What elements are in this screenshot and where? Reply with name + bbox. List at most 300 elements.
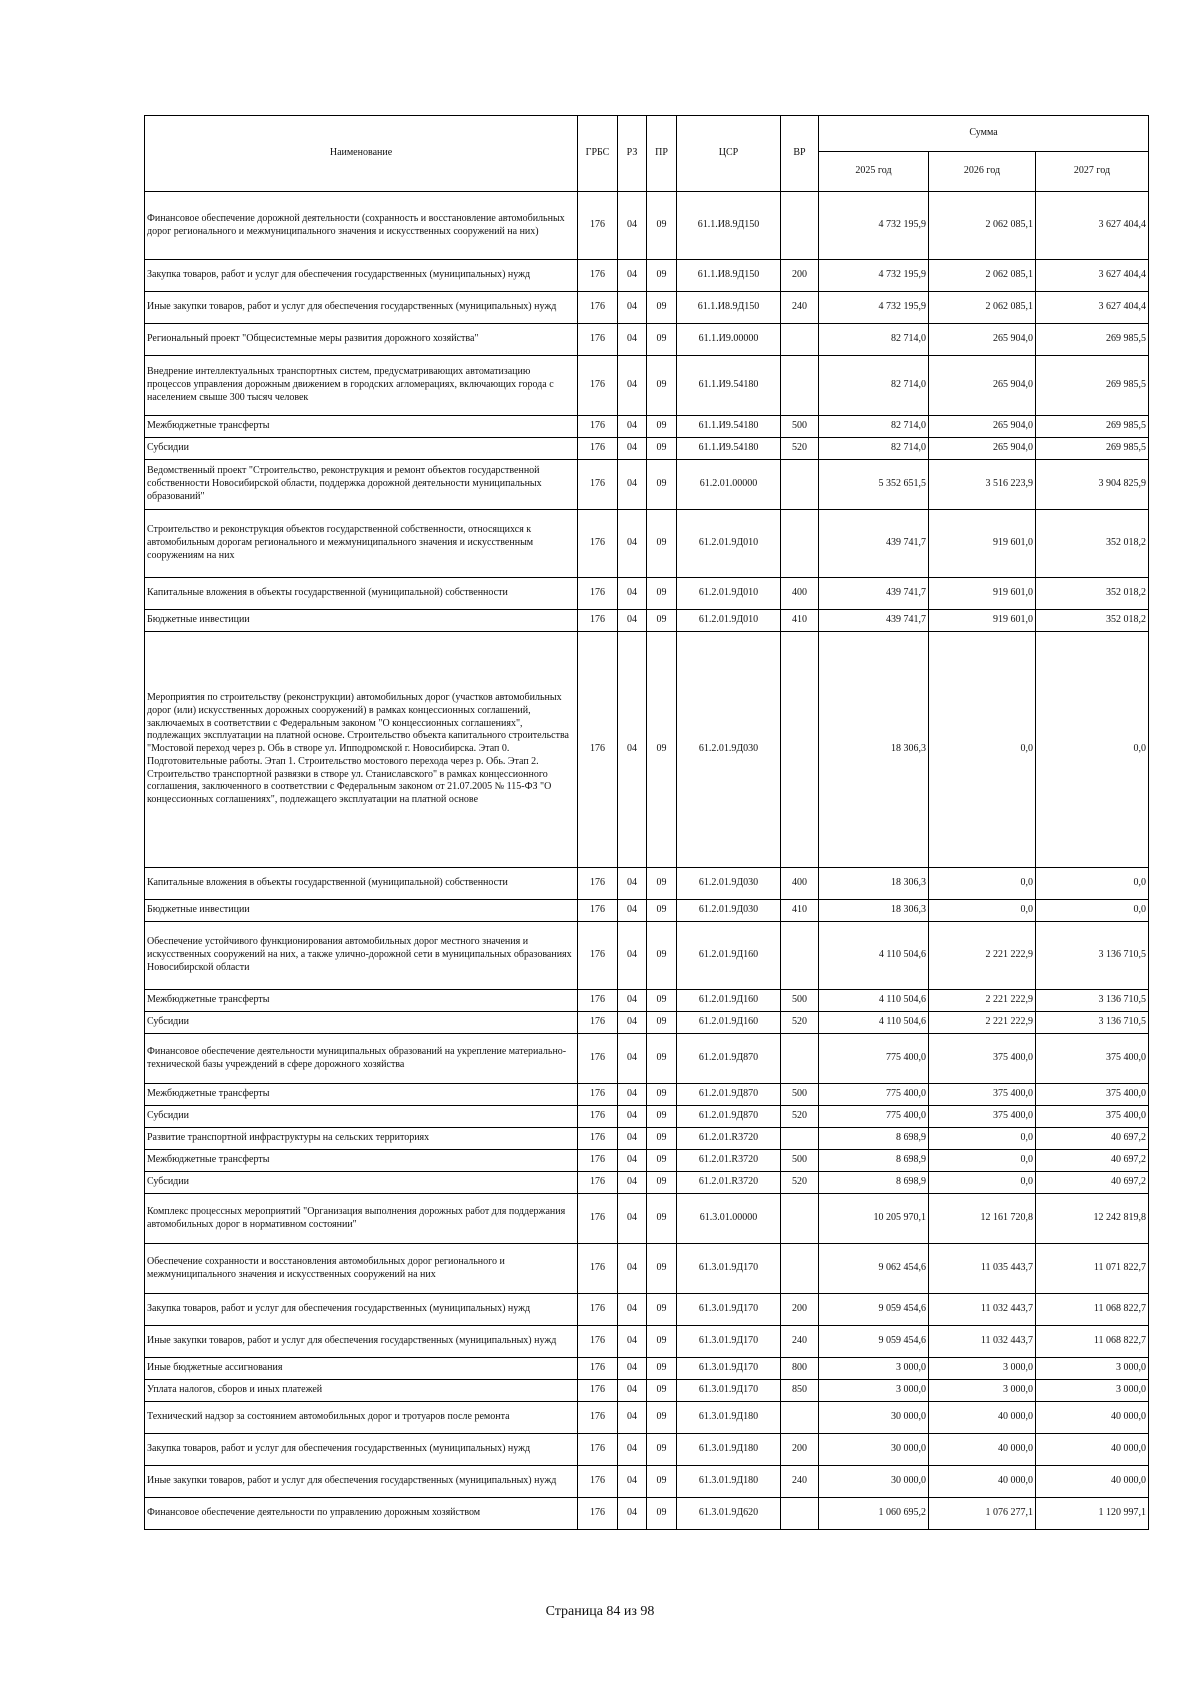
- table-row: [145, 868, 1149, 900]
- cell-sum-2027: 3 627 404,4: [1036, 260, 1149, 292]
- cell-name: Финансовое обеспечение дорожной деятельности (сохранность и восстановление автомобильных дорог регионального и межмуниципального значения и искусственных сооружений на них): [145, 192, 578, 260]
- cell-vr: 200: [781, 1294, 819, 1326]
- cell-sum-2027: 40 000,0: [1036, 1434, 1149, 1466]
- cell-csr: 61.1.И9.54180: [677, 438, 781, 460]
- table-row: [145, 1466, 1149, 1498]
- cell-csr: 61.3.01.00000: [677, 1194, 781, 1244]
- table-row: [145, 990, 1149, 1012]
- cell-sum-2025: 30 000,0: [819, 1434, 929, 1466]
- cell-csr: 61.2.01.9Д160: [677, 922, 781, 990]
- cell-pr: 09: [647, 1128, 677, 1150]
- cell-pr: 09: [647, 1434, 677, 1466]
- table-row: [145, 356, 1149, 416]
- cell-name: Закупка товаров, работ и услуг для обеспечения государственных (муниципальных) нужд: [145, 260, 578, 292]
- cell-pr: 09: [647, 1498, 677, 1530]
- cell-name: Субсидии: [145, 1012, 578, 1034]
- cell-grbs: 176: [578, 1172, 618, 1194]
- cell-rz: 04: [618, 260, 647, 292]
- cell-pr: 09: [647, 632, 677, 868]
- cell-sum-2027: 3 136 710,5: [1036, 922, 1149, 990]
- cell-rz: 04: [618, 324, 647, 356]
- cell-name: Внедрение интеллектуальных транспортных систем, предусматривающих автоматизацию процессов управления дорожным движением в городских агломерациях, включающих города с населением свыше 300 тысяч человек: [145, 356, 578, 416]
- cell-sum-2027: 1 120 997,1: [1036, 1498, 1149, 1530]
- cell-sum-2027: 40 697,2: [1036, 1150, 1149, 1172]
- cell-csr: 61.2.01.9Д870: [677, 1084, 781, 1106]
- cell-rz: 04: [618, 610, 647, 632]
- cell-sum-2025: 18 306,3: [819, 868, 929, 900]
- cell-csr: 61.1.И8.9Д150: [677, 260, 781, 292]
- cell-pr: 09: [647, 460, 677, 510]
- cell-rz: 04: [618, 1106, 647, 1128]
- cell-vr: [781, 1498, 819, 1530]
- table-body: [145, 192, 1149, 1530]
- cell-sum-2026: 2 062 085,1: [929, 292, 1036, 324]
- cell-sum-2027: 3 136 710,5: [1036, 990, 1149, 1012]
- cell-sum-2025: 30 000,0: [819, 1466, 929, 1498]
- table-row: [145, 438, 1149, 460]
- cell-vr: 500: [781, 1084, 819, 1106]
- cell-sum-2027: 11 068 822,7: [1036, 1294, 1149, 1326]
- cell-sum-2026: 11 032 443,7: [929, 1294, 1036, 1326]
- cell-grbs: 176: [578, 900, 618, 922]
- cell-sum-2027: 3 000,0: [1036, 1358, 1149, 1380]
- cell-vr: [781, 1034, 819, 1084]
- cell-csr: 61.3.01.9Д180: [677, 1434, 781, 1466]
- cell-csr: 61.2.01.9Д030: [677, 632, 781, 868]
- table-row: [145, 1358, 1149, 1380]
- header-csr: ЦСР: [677, 116, 781, 192]
- cell-vr: 240: [781, 1466, 819, 1498]
- table-row: [145, 1294, 1149, 1326]
- cell-sum-2026: 0,0: [929, 900, 1036, 922]
- cell-sum-2027: 0,0: [1036, 900, 1149, 922]
- cell-vr: [781, 1244, 819, 1294]
- cell-vr: 500: [781, 1150, 819, 1172]
- cell-grbs: 176: [578, 324, 618, 356]
- cell-name: Обеспечение сохранности и восстановления автомобильных дорог регионального и межмуниципального значения и искусственных сооружений на них: [145, 1244, 578, 1294]
- cell-grbs: 176: [578, 1498, 618, 1530]
- cell-pr: 09: [647, 990, 677, 1012]
- cell-rz: 04: [618, 900, 647, 922]
- cell-sum-2027: 269 985,5: [1036, 416, 1149, 438]
- cell-sum-2026: 40 000,0: [929, 1402, 1036, 1434]
- cell-name: Финансовое обеспечение деятельности муниципальных образований на укрепление материально-технической базы учреждений в сфере дорожного хозяйства: [145, 1034, 578, 1084]
- table-row: [145, 1326, 1149, 1358]
- cell-sum-2027: 0,0: [1036, 868, 1149, 900]
- cell-csr: 61.2.01.9Д010: [677, 610, 781, 632]
- cell-grbs: 176: [578, 1402, 618, 1434]
- cell-rz: 04: [618, 1194, 647, 1244]
- cell-sum-2026: 0,0: [929, 1128, 1036, 1150]
- cell-grbs: 176: [578, 1466, 618, 1498]
- table-row: [145, 632, 1149, 868]
- cell-sum-2025: 8 698,9: [819, 1128, 929, 1150]
- cell-sum-2025: 9 059 454,6: [819, 1294, 929, 1326]
- cell-sum-2027: 40 000,0: [1036, 1402, 1149, 1434]
- cell-csr: 61.3.01.9Д620: [677, 1498, 781, 1530]
- cell-csr: 61.3.01.9Д170: [677, 1380, 781, 1402]
- cell-sum-2025: 30 000,0: [819, 1402, 929, 1434]
- table-row: [145, 1244, 1149, 1294]
- cell-csr: 61.1.И9.54180: [677, 356, 781, 416]
- cell-sum-2026: 265 904,0: [929, 356, 1036, 416]
- cell-pr: 09: [647, 1244, 677, 1294]
- cell-csr: 61.2.01.R3720: [677, 1150, 781, 1172]
- cell-sum-2025: 8 698,9: [819, 1172, 929, 1194]
- cell-sum-2027: 375 400,0: [1036, 1084, 1149, 1106]
- cell-grbs: 176: [578, 1326, 618, 1358]
- header-grbs: ГРБС: [578, 116, 618, 192]
- cell-rz: 04: [618, 1012, 647, 1034]
- cell-grbs: 176: [578, 1106, 618, 1128]
- cell-name: Межбюджетные трансферты: [145, 990, 578, 1012]
- cell-rz: 04: [618, 510, 647, 578]
- cell-grbs: 176: [578, 1084, 618, 1106]
- cell-csr: 61.2.01.9Д030: [677, 900, 781, 922]
- cell-csr: 61.3.01.9Д170: [677, 1326, 781, 1358]
- cell-grbs: 176: [578, 510, 618, 578]
- cell-name: Развитие транспортной инфраструктуры на сельских территориях: [145, 1128, 578, 1150]
- cell-pr: 09: [647, 1150, 677, 1172]
- cell-name: Технический надзор за состоянием автомобильных дорог и тротуаров после ремонта: [145, 1402, 578, 1434]
- cell-pr: 09: [647, 1380, 677, 1402]
- cell-sum-2026: 2 221 222,9: [929, 1012, 1036, 1034]
- cell-name: Бюджетные инвестиции: [145, 900, 578, 922]
- cell-pr: 09: [647, 416, 677, 438]
- cell-rz: 04: [618, 868, 647, 900]
- cell-sum-2027: 3 627 404,4: [1036, 192, 1149, 260]
- cell-sum-2025: 4 732 195,9: [819, 192, 929, 260]
- cell-sum-2027: 11 068 822,7: [1036, 1326, 1149, 1358]
- cell-csr: 61.3.01.9Д170: [677, 1358, 781, 1380]
- cell-sum-2027: 269 985,5: [1036, 356, 1149, 416]
- cell-vr: [781, 192, 819, 260]
- cell-sum-2027: 40 697,2: [1036, 1172, 1149, 1194]
- cell-name: Комплекс процессных мероприятий "Организация выполнения дорожных работ для поддержания автомобильных дорог в нормативном состоянии": [145, 1194, 578, 1244]
- cell-vr: 520: [781, 1106, 819, 1128]
- header-year-2026: 2026 год: [929, 152, 1036, 192]
- cell-vr: 520: [781, 438, 819, 460]
- cell-sum-2027: 269 985,5: [1036, 324, 1149, 356]
- cell-pr: 09: [647, 260, 677, 292]
- cell-pr: 09: [647, 922, 677, 990]
- cell-vr: 520: [781, 1012, 819, 1034]
- cell-sum-2026: 0,0: [929, 632, 1036, 868]
- table-row: [145, 510, 1149, 578]
- cell-sum-2025: 3 000,0: [819, 1358, 929, 1380]
- cell-pr: 09: [647, 1194, 677, 1244]
- cell-grbs: 176: [578, 460, 618, 510]
- cell-rz: 04: [618, 1466, 647, 1498]
- cell-sum-2025: 439 741,7: [819, 578, 929, 610]
- cell-sum-2026: 0,0: [929, 1150, 1036, 1172]
- cell-grbs: 176: [578, 192, 618, 260]
- table-row: [145, 1128, 1149, 1150]
- cell-vr: 400: [781, 578, 819, 610]
- cell-grbs: 176: [578, 922, 618, 990]
- cell-rz: 04: [618, 416, 647, 438]
- budget-table: [144, 115, 1149, 1530]
- cell-vr: 500: [781, 990, 819, 1012]
- cell-vr: [781, 460, 819, 510]
- cell-sum-2025: 82 714,0: [819, 416, 929, 438]
- header-name: Наименование: [145, 116, 578, 192]
- cell-pr: 09: [647, 192, 677, 260]
- cell-sum-2026: 40 000,0: [929, 1466, 1036, 1498]
- cell-sum-2026: 919 601,0: [929, 578, 1036, 610]
- cell-sum-2027: 375 400,0: [1036, 1106, 1149, 1128]
- cell-name: Финансовое обеспечение деятельности по управлению дорожным хозяйством: [145, 1498, 578, 1530]
- cell-pr: 09: [647, 356, 677, 416]
- cell-pr: 09: [647, 900, 677, 922]
- cell-sum-2026: 3 000,0: [929, 1358, 1036, 1380]
- cell-sum-2025: 18 306,3: [819, 632, 929, 868]
- cell-grbs: 176: [578, 1128, 618, 1150]
- cell-sum-2027: 375 400,0: [1036, 1034, 1149, 1084]
- cell-rz: 04: [618, 1498, 647, 1530]
- cell-sum-2027: 3 136 710,5: [1036, 1012, 1149, 1034]
- cell-vr: [781, 1128, 819, 1150]
- cell-grbs: 176: [578, 356, 618, 416]
- cell-sum-2027: 269 985,5: [1036, 438, 1149, 460]
- cell-vr: [781, 356, 819, 416]
- cell-sum-2025: 9 059 454,6: [819, 1326, 929, 1358]
- cell-rz: 04: [618, 460, 647, 510]
- cell-pr: 09: [647, 1034, 677, 1084]
- cell-rz: 04: [618, 1380, 647, 1402]
- header-vr: ВР: [781, 116, 819, 192]
- table-row: [145, 1012, 1149, 1034]
- cell-csr: 61.1.И8.9Д150: [677, 192, 781, 260]
- table-row: [145, 260, 1149, 292]
- cell-sum-2025: 82 714,0: [819, 324, 929, 356]
- cell-grbs: 176: [578, 632, 618, 868]
- cell-grbs: 176: [578, 1150, 618, 1172]
- cell-sum-2027: 40 000,0: [1036, 1466, 1149, 1498]
- cell-name: Межбюджетные трансферты: [145, 416, 578, 438]
- cell-vr: [781, 632, 819, 868]
- cell-vr: 400: [781, 868, 819, 900]
- cell-csr: 61.3.01.9Д180: [677, 1402, 781, 1434]
- cell-pr: 09: [647, 1084, 677, 1106]
- cell-pr: 09: [647, 1326, 677, 1358]
- cell-grbs: 176: [578, 1244, 618, 1294]
- cell-sum-2025: 5 352 651,5: [819, 460, 929, 510]
- cell-rz: 04: [618, 1128, 647, 1150]
- cell-csr: 61.2.01.R3720: [677, 1128, 781, 1150]
- cell-sum-2026: 919 601,0: [929, 510, 1036, 578]
- cell-pr: 09: [647, 292, 677, 324]
- cell-sum-2026: 2 221 222,9: [929, 922, 1036, 990]
- table-row: [145, 460, 1149, 510]
- cell-grbs: 176: [578, 1034, 618, 1084]
- table-row: [145, 922, 1149, 990]
- cell-grbs: 176: [578, 292, 618, 324]
- cell-pr: 09: [647, 510, 677, 578]
- cell-pr: 09: [647, 610, 677, 632]
- header-year-2027: 2027 год: [1036, 152, 1149, 192]
- cell-sum-2025: 3 000,0: [819, 1380, 929, 1402]
- cell-sum-2026: 375 400,0: [929, 1084, 1036, 1106]
- cell-sum-2026: 3 000,0: [929, 1380, 1036, 1402]
- cell-vr: [781, 922, 819, 990]
- cell-sum-2025: 4 110 504,6: [819, 1012, 929, 1034]
- table-row: [145, 1106, 1149, 1128]
- cell-sum-2027: 11 071 822,7: [1036, 1244, 1149, 1294]
- table-row: [145, 1380, 1149, 1402]
- cell-rz: 04: [618, 1084, 647, 1106]
- cell-name: Иные бюджетные ассигнования: [145, 1358, 578, 1380]
- cell-vr: 200: [781, 260, 819, 292]
- cell-sum-2026: 265 904,0: [929, 416, 1036, 438]
- cell-sum-2025: 4 732 195,9: [819, 292, 929, 324]
- cell-vr: 200: [781, 1434, 819, 1466]
- cell-name: Ведомственный проект "Строительство, реконструкция и ремонт объектов государственной собственности Новосибирской области, поддержка дорожной деятельности муниципальных образований": [145, 460, 578, 510]
- cell-vr: 240: [781, 1326, 819, 1358]
- cell-sum-2026: 11 032 443,7: [929, 1326, 1036, 1358]
- cell-csr: 61.2.01.9Д010: [677, 578, 781, 610]
- cell-sum-2027: 3 000,0: [1036, 1380, 1149, 1402]
- cell-name: Субсидии: [145, 438, 578, 460]
- table-row: [145, 1150, 1149, 1172]
- cell-sum-2025: 775 400,0: [819, 1084, 929, 1106]
- table-row: [145, 324, 1149, 356]
- cell-sum-2025: 775 400,0: [819, 1106, 929, 1128]
- cell-rz: 04: [618, 632, 647, 868]
- cell-name: Капитальные вложения в объекты государственной (муниципальной) собственности: [145, 578, 578, 610]
- cell-sum-2025: 10 205 970,1: [819, 1194, 929, 1244]
- cell-rz: 04: [618, 292, 647, 324]
- cell-name: Мероприятия по строительству (реконструкции) автомобильных дорог (участков автомобильных дорог (или) искусственных дорожных сооружений) в рамках концессионных соглашений, заключаемых в соответствии с Федеральным законом "О концессионных соглашениях", подлежащих эксплуатации на платной основе. Строительство объекта капитального строительства "Мостовой переход через р. Обь в створе ул. Ипподромской г. Новосибирска. Этап 0. Подготовительные работы. Этап 1. Строительство мостового перехода через р. Обь. Этап 2. Строительство транспортной развязки в створе ул. Станиславского" в рамках концессионного соглашения, заключенного в соответствии с Федеральным законом от 21.07.2005 № 115-ФЗ "О концессионных соглашениях", подлежащего эксплуатации на платной основе: [145, 632, 578, 868]
- cell-pr: 09: [647, 1402, 677, 1434]
- cell-sum-2026: 375 400,0: [929, 1106, 1036, 1128]
- cell-csr: 61.3.01.9Д170: [677, 1294, 781, 1326]
- cell-rz: 04: [618, 1034, 647, 1084]
- cell-sum-2026: 265 904,0: [929, 438, 1036, 460]
- cell-grbs: 176: [578, 1012, 618, 1034]
- cell-csr: 61.1.И9.00000: [677, 324, 781, 356]
- table-row: [145, 292, 1149, 324]
- cell-sum-2025: 4 110 504,6: [819, 990, 929, 1012]
- cell-pr: 09: [647, 438, 677, 460]
- cell-rz: 04: [618, 922, 647, 990]
- cell-sum-2027: 352 018,2: [1036, 578, 1149, 610]
- table-row: [145, 610, 1149, 632]
- cell-sum-2026: 11 035 443,7: [929, 1244, 1036, 1294]
- cell-csr: 61.2.01.00000: [677, 460, 781, 510]
- cell-vr: [781, 510, 819, 578]
- cell-pr: 09: [647, 578, 677, 610]
- cell-grbs: 176: [578, 416, 618, 438]
- cell-grbs: 176: [578, 1194, 618, 1244]
- cell-name: Субсидии: [145, 1172, 578, 1194]
- cell-sum-2027: 12 242 819,8: [1036, 1194, 1149, 1244]
- cell-vr: 520: [781, 1172, 819, 1194]
- cell-sum-2025: 4 110 504,6: [819, 922, 929, 990]
- cell-rz: 04: [618, 1150, 647, 1172]
- cell-rz: 04: [618, 578, 647, 610]
- cell-grbs: 176: [578, 1358, 618, 1380]
- cell-rz: 04: [618, 1244, 647, 1294]
- cell-grbs: 176: [578, 868, 618, 900]
- cell-grbs: 176: [578, 578, 618, 610]
- cell-sum-2025: 1 060 695,2: [819, 1498, 929, 1530]
- cell-sum-2025: 4 732 195,9: [819, 260, 929, 292]
- cell-csr: 61.2.01.9Д870: [677, 1106, 781, 1128]
- cell-sum-2027: 352 018,2: [1036, 610, 1149, 632]
- cell-name: Региональный проект "Общесистемные меры развития дорожного хозяйства": [145, 324, 578, 356]
- header-year-2025: 2025 год: [819, 152, 929, 192]
- cell-name: Межбюджетные трансферты: [145, 1150, 578, 1172]
- cell-csr: 61.2.01.R3720: [677, 1172, 781, 1194]
- cell-vr: [781, 324, 819, 356]
- cell-rz: 04: [618, 356, 647, 416]
- cell-sum-2025: 9 062 454,6: [819, 1244, 929, 1294]
- cell-rz: 04: [618, 192, 647, 260]
- cell-sum-2025: 439 741,7: [819, 610, 929, 632]
- cell-sum-2027: 0,0: [1036, 632, 1149, 868]
- table-row: [145, 578, 1149, 610]
- cell-pr: 09: [647, 868, 677, 900]
- cell-grbs: 176: [578, 1434, 618, 1466]
- cell-pr: 09: [647, 324, 677, 356]
- cell-vr: 410: [781, 610, 819, 632]
- cell-grbs: 176: [578, 438, 618, 460]
- cell-grbs: 176: [578, 610, 618, 632]
- cell-sum-2026: 2 221 222,9: [929, 990, 1036, 1012]
- cell-rz: 04: [618, 1358, 647, 1380]
- table-row: [145, 1172, 1149, 1194]
- cell-rz: 04: [618, 990, 647, 1012]
- cell-sum-2026: 265 904,0: [929, 324, 1036, 356]
- cell-rz: 04: [618, 1326, 647, 1358]
- cell-sum-2026: 2 062 085,1: [929, 260, 1036, 292]
- header-sum: Сумма: [819, 116, 1149, 152]
- cell-csr: 61.2.01.9Д010: [677, 510, 781, 578]
- cell-rz: 04: [618, 1434, 647, 1466]
- cell-grbs: 176: [578, 1380, 618, 1402]
- table-row: [145, 416, 1149, 438]
- cell-rz: 04: [618, 438, 647, 460]
- cell-grbs: 176: [578, 260, 618, 292]
- cell-name: Строительство и реконструкция объектов государственной собственности, относящихся к автомобильным дорогам регионального и межмуниципального значения и искусственным сооружениям на них: [145, 510, 578, 578]
- cell-rz: 04: [618, 1402, 647, 1434]
- cell-pr: 09: [647, 1106, 677, 1128]
- cell-sum-2025: 8 698,9: [819, 1150, 929, 1172]
- cell-sum-2027: 3 627 404,4: [1036, 292, 1149, 324]
- cell-name: Капитальные вложения в объекты государственной (муниципальной) собственности: [145, 868, 578, 900]
- cell-vr: 240: [781, 292, 819, 324]
- table-row: [145, 192, 1149, 260]
- cell-vr: 800: [781, 1358, 819, 1380]
- cell-name: Межбюджетные трансферты: [145, 1084, 578, 1106]
- cell-sum-2026: 1 076 277,1: [929, 1498, 1036, 1530]
- cell-sum-2026: 2 062 085,1: [929, 192, 1036, 260]
- cell-csr: 61.2.01.9Д160: [677, 990, 781, 1012]
- table-row: [145, 900, 1149, 922]
- cell-rz: 04: [618, 1172, 647, 1194]
- cell-csr: 61.2.01.9Д870: [677, 1034, 781, 1084]
- cell-sum-2025: 82 714,0: [819, 438, 929, 460]
- cell-grbs: 176: [578, 990, 618, 1012]
- table-row: [145, 1034, 1149, 1084]
- cell-sum-2026: 0,0: [929, 868, 1036, 900]
- header-rz: РЗ: [618, 116, 647, 192]
- cell-name: Иные закупки товаров, работ и услуг для обеспечения государственных (муниципальных) нужд: [145, 292, 578, 324]
- cell-csr: 61.1.И8.9Д150: [677, 292, 781, 324]
- cell-sum-2026: 12 161 720,8: [929, 1194, 1036, 1244]
- cell-rz: 04: [618, 1294, 647, 1326]
